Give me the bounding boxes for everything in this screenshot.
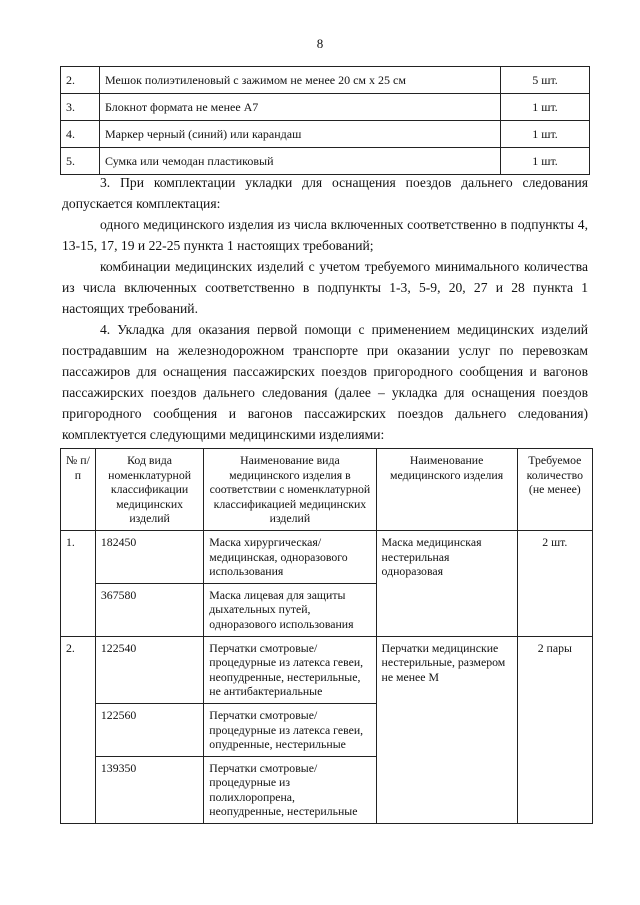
- item-name: Маркер черный (синий) или карандаш: [100, 121, 501, 148]
- item-quantity: 1 шт.: [501, 121, 590, 148]
- item-quantity: 5 шт.: [501, 67, 590, 94]
- table-header-row: [61, 449, 593, 531]
- item-type: Маска лицевая для защиты дыхательных путей, одноразового использования: [204, 583, 376, 636]
- table-row: [61, 148, 590, 175]
- medical-items-table: [60, 448, 593, 824]
- table-row: [61, 636, 593, 703]
- header-type: Наименование вида медицинского изделия в соответствии с номенклатурной классификацией медицинских изделий: [204, 449, 376, 531]
- item-code: 122540: [95, 636, 203, 703]
- top-items-table: [60, 66, 590, 175]
- row-number: 2.: [61, 636, 96, 824]
- item-type: Перчатки смотровые/ процедурные из латекса гевеи, опудренные, нестерильные: [204, 703, 376, 756]
- header-number: № п/п: [61, 449, 96, 531]
- item-type: Перчатки смотровые/ процедурные из полихлоропрена, неопудренные, нестерильные: [204, 756, 376, 823]
- item-code: 367580: [95, 583, 203, 636]
- row-number: 2.: [61, 67, 100, 94]
- row-number: 3.: [61, 94, 100, 121]
- header-code: Код вида номенклатурной классификации медицинских изделий: [95, 449, 203, 531]
- page-number: 8: [316, 36, 324, 51]
- item-code: 182450: [95, 530, 203, 583]
- row-number: 4.: [61, 121, 100, 148]
- item-name: Мешок полиэтиленовый с зажимом не менее 20 см x 25 см: [100, 67, 501, 94]
- item-quantity: 1 шт.: [501, 94, 590, 121]
- item-quantity: 1 шт.: [501, 148, 590, 175]
- item-code: 122560: [95, 703, 203, 756]
- item-name: Сумка или чемодан пластиковый: [100, 148, 501, 175]
- table-row: [61, 94, 590, 121]
- body-text: [62, 172, 588, 445]
- item-name: Маска медицинская нестерильная одноразовая: [376, 530, 517, 636]
- paragraph-option-1: одного медицинского изделия из числа включенных соответственно в подпункты 4, 13-15, 17, 19 и 22-25 пункта 1 настоящих требований;: [62, 217, 588, 253]
- paragraph-4: 4. Укладка для оказания первой помощи с применением медицинских изделий пострадавшим на железнодорожном транспорте при оказании услуг по перевозкам пассажиров для оснащения пассажирских поездов пригородного сообщения и вагонов пассажирских поездов дальнего следования (далее – укладка для оснащения поездов пригородного сообщения и вагонов пассажирских поездов дальнего следования) комплектуется следующими медицинскими изделиями:: [62, 322, 588, 442]
- header-name: Наименование медицинского изделия: [376, 449, 517, 531]
- header-quantity: Требуемое количество (не менее): [517, 449, 592, 531]
- item-type: Перчатки смотровые/ процедурные из латекса гевеи, неопудренные, нестерильные, не антибактериальные: [204, 636, 376, 703]
- table-row: [61, 121, 590, 148]
- item-name: Блокнот формата не менее А7: [100, 94, 501, 121]
- item-code: 139350: [95, 756, 203, 823]
- row-number: 1.: [61, 530, 96, 636]
- item-quantity: 2 пары: [517, 636, 592, 824]
- table-row: [61, 67, 590, 94]
- table-row: [61, 530, 593, 583]
- item-name: Перчатки медицинские нестерильные, размером не менее М: [376, 636, 517, 824]
- paragraph-option-2: комбинации медицинских изделий с учетом требуемого минимального количества из числа включенных соответственно в подпункты 1-3, 5-9, 20, 27 и 28 пункта 1 настоящих требований.: [62, 259, 588, 316]
- row-number: 5.: [61, 148, 100, 175]
- paragraph-3: 3. При комплектации укладки для оснащения поездов дальнего следования допускается комплектация:: [62, 175, 588, 211]
- item-type: Маска хирургическая/ медицинская, одноразового использования: [204, 530, 376, 583]
- item-quantity: 2 шт.: [517, 530, 592, 636]
